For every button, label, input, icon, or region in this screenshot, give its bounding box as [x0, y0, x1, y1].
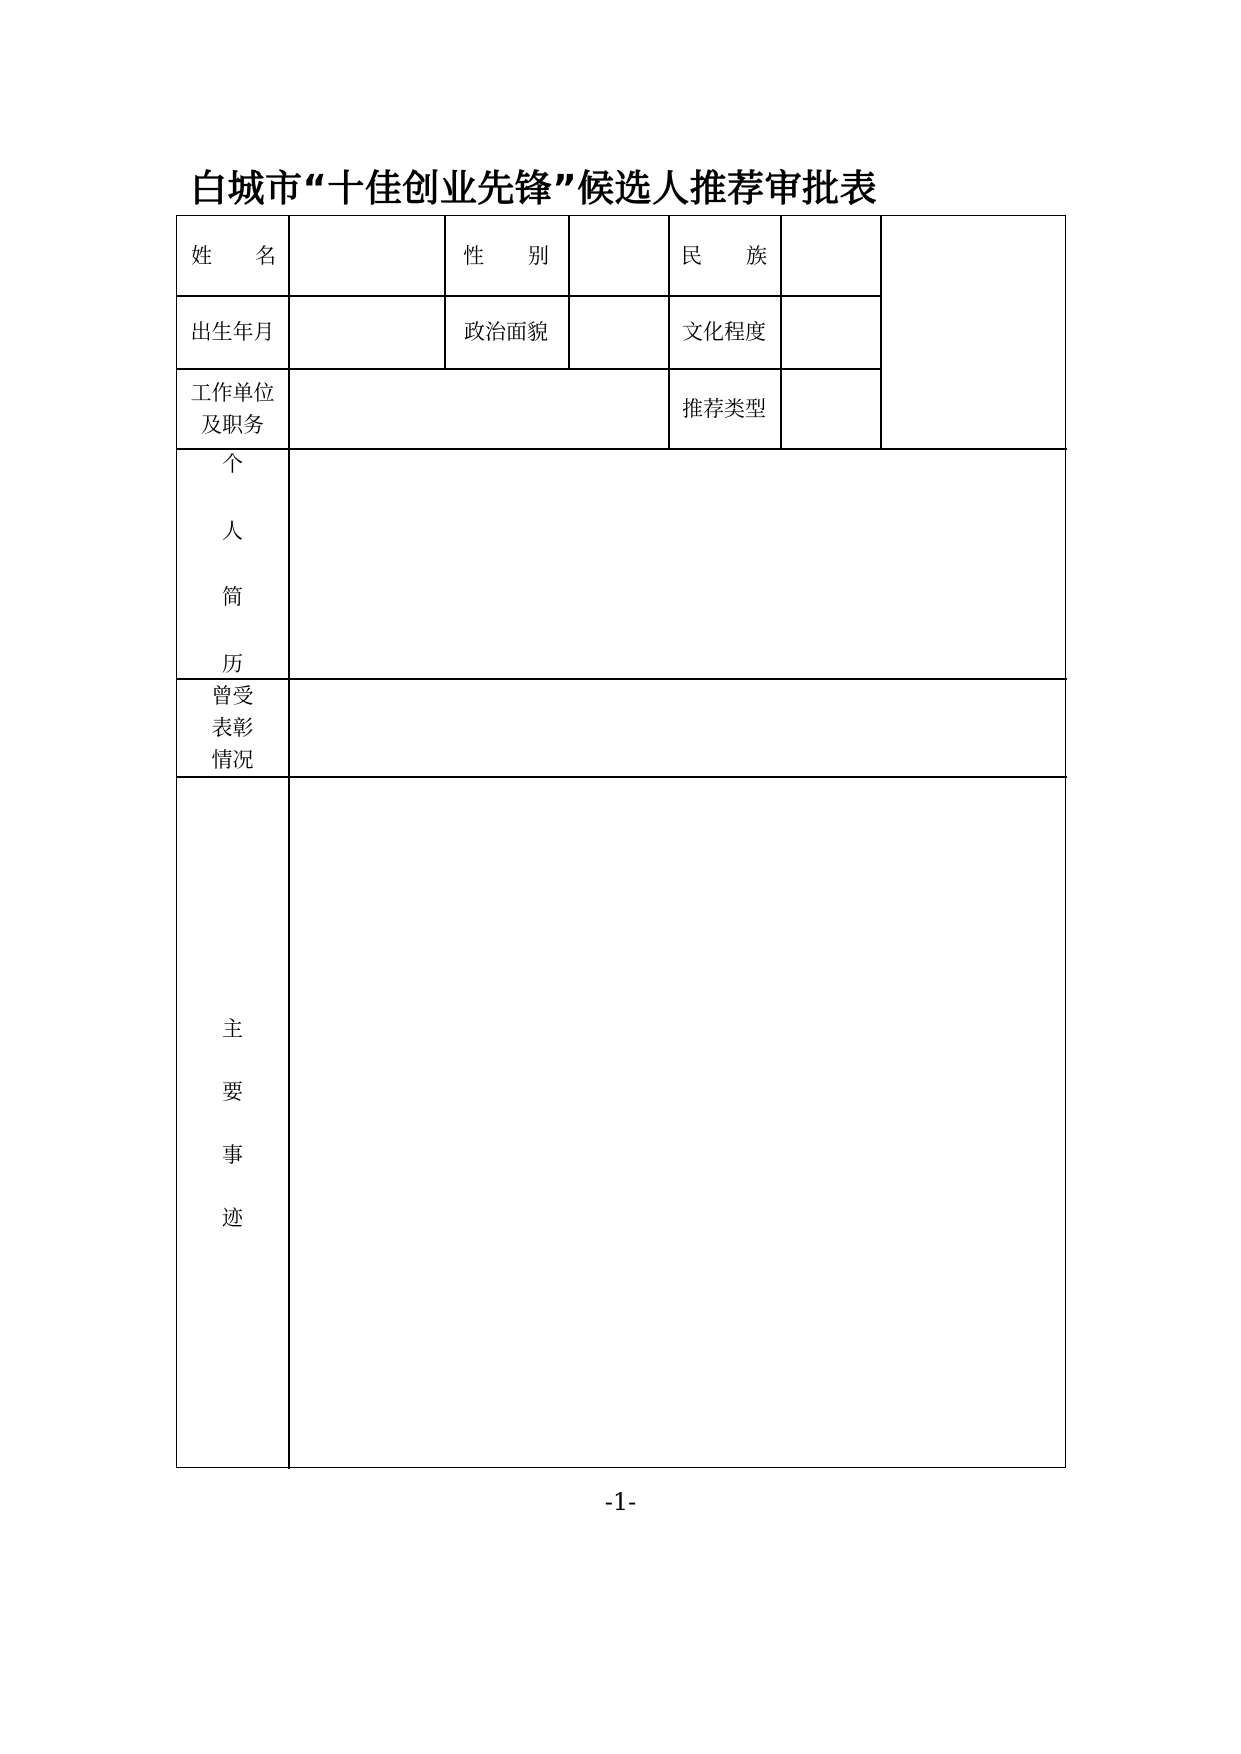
form-title: 白城市“十佳创业先锋”候选人推荐审批表 [190, 167, 878, 210]
label-ethnicity: 民 族 [681, 243, 767, 268]
honors-field[interactable] [290, 679, 1065, 776]
page-number: -1- [604, 1488, 637, 1516]
recommendation-form-table [176, 215, 1066, 1468]
ethnicity-field[interactable] [782, 216, 880, 295]
recommend-type-field[interactable] [782, 369, 880, 448]
label-deeds: 主 要 事 迹 [222, 1016, 243, 1230]
birth-field[interactable] [290, 296, 444, 368]
label-recommend-type: 推荐类型 [682, 396, 766, 421]
name-field[interactable] [290, 216, 444, 295]
label-political-status: 政治面貌 [464, 320, 548, 344]
label-honors: 曾受 表彰 情况 [211, 683, 254, 772]
label-name: 姓 名 [191, 243, 276, 268]
label-workplace: 工作单位 及职务 [190, 380, 275, 437]
workplace-field[interactable] [290, 369, 668, 448]
label-education: 文化程度 [682, 320, 766, 344]
resume-field[interactable] [290, 450, 1065, 678]
education-field[interactable] [782, 296, 880, 368]
label-gender: 性 别 [463, 243, 549, 268]
photo-area[interactable] [882, 216, 1065, 448]
label-birth: 出生年月 [190, 320, 275, 344]
label-resume: 个 人 简 历 [222, 452, 243, 676]
deeds-field[interactable] [290, 778, 1065, 1467]
gender-field[interactable] [570, 216, 668, 295]
political-status-field[interactable] [570, 296, 668, 368]
